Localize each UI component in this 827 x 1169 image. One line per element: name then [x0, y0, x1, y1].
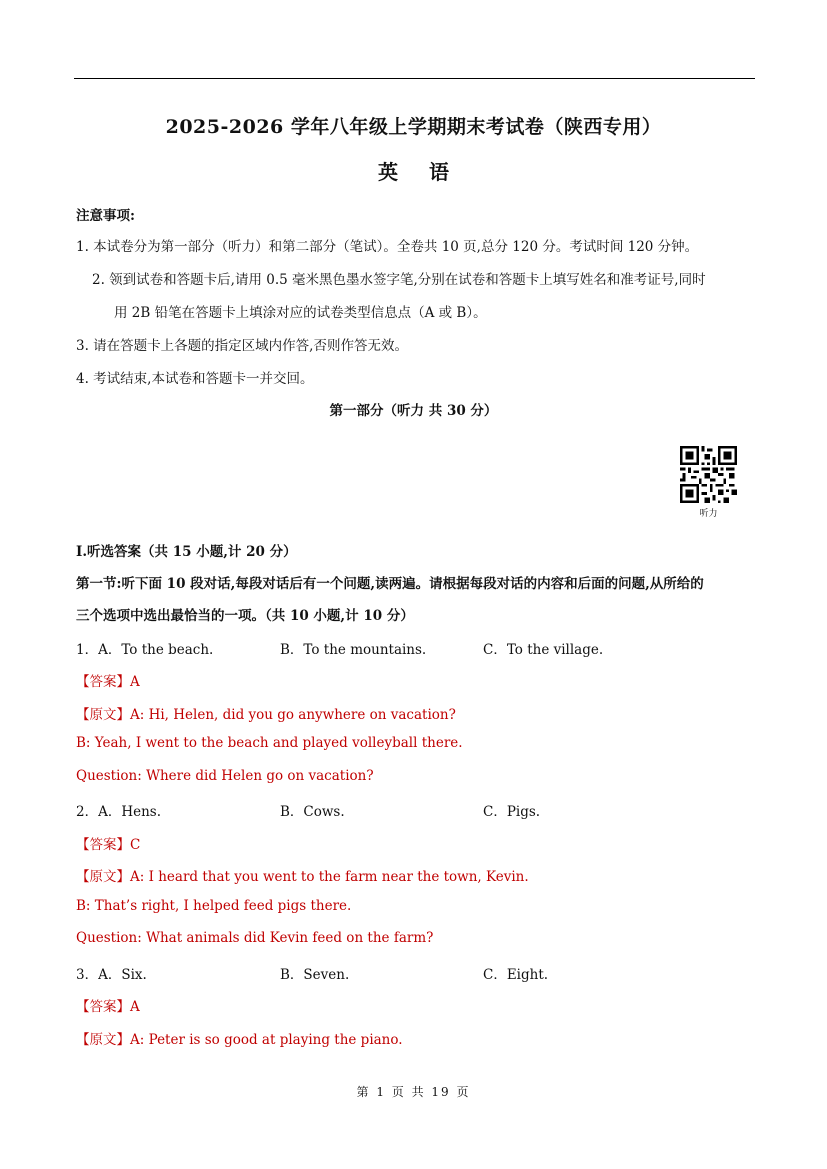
q1-script-line-1: 【原文】A: Hi, Helen, did you go anywhere on vacation?: [76, 707, 456, 723]
q2-answer: 【答案】C: [76, 837, 141, 853]
qr-label: 听力: [699, 509, 718, 519]
section-title: I.听选答案（共 15 小题,计 20 分）: [76, 544, 297, 560]
q1-script-line-2: B: Yeah, I went to the beach and played volleyball there.: [76, 735, 463, 751]
q1-script-line-3: Question: Where did Helen go on vacation?: [76, 768, 374, 784]
qr-code-icon[interactable]: [680, 446, 737, 503]
header-rule: [74, 78, 755, 79]
q3-option-a: 3．A．Six.: [76, 967, 147, 983]
notice-item-3: 3. 请在答题卡上各题的指定区域内作答,否则作答无效。: [76, 338, 408, 354]
q3-option-c: C．Eight.: [483, 967, 549, 983]
q3-answer: 【答案】A: [76, 999, 140, 1015]
q2-script-line-2: B: That’s right, I helped feed pigs there.: [76, 898, 352, 914]
page-footer: 第 1 页 共 19 页: [356, 1085, 471, 1099]
q1-option-c: C．To the village.: [483, 642, 604, 658]
notice-heading: 注意事项:: [76, 208, 135, 224]
notice-item-2-cont: 用 2B 铅笔在答题卡上填涂对应的试卷类型信息点（A 或 B）。: [114, 305, 487, 321]
notice-item-1: 1. 本试卷分为第一部分（听力）和第二部分（笔试）。全卷共 10 页,总分 120 分。考试时间 120 分钟。: [76, 239, 699, 255]
instruction-line-2: 三个选项中选出最恰当的一项。（共 10 小题,计 10 分）: [76, 608, 414, 624]
instruction-line-1: 第一节:听下面 10 段对话,每段对话后有一个问题,读两遍。请根据每段对话的内容和后面的问题,从所给的: [76, 576, 704, 592]
q2-option-b: B．Cows.: [280, 804, 345, 820]
q3-script-line-1: 【原文】A: Peter is so good at playing the piano.: [76, 1032, 403, 1048]
q2-script-line-1: 【原文】A: I heard that you went to the farm near the town, Kevin.: [76, 869, 529, 885]
notice-item-2: 2. 领到试卷和答题卡后,请用 0.5 毫米黑色墨水签字笔,分别在试卷和答题卡上填写姓名和准考证号,同时: [92, 272, 706, 288]
q1-option-a: 1．A．To the beach.: [76, 642, 214, 658]
exam-title: 2025-2026 学年八年级上学期期末考试卷（陕西专用）: [165, 116, 662, 138]
notice-item-4: 4. 考试结束,本试卷和答题卡一并交回。: [76, 371, 314, 387]
q1-answer: 【答案】A: [76, 674, 140, 690]
q1-option-b: B．To the mountains.: [280, 642, 427, 658]
part1-heading: 第一部分（听力 共 30 分）: [329, 403, 498, 419]
q2-script-line-3: Question: What animals did Kevin feed on the farm?: [76, 930, 434, 946]
q2-option-c: C．Pigs.: [483, 804, 541, 820]
q2-option-a: 2．A．Hens.: [76, 804, 162, 820]
subject-title: 英 语: [378, 160, 461, 184]
q3-option-b: B．Seven.: [280, 967, 350, 983]
